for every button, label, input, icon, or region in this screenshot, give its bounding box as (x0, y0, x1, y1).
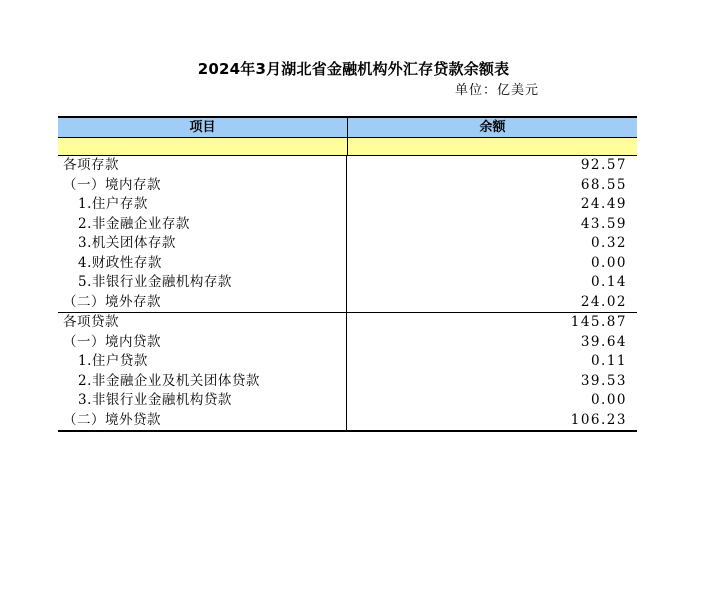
table-row (58, 411, 637, 431)
table-row (58, 234, 637, 254)
row-label: （二）境外存款 (58, 293, 347, 313)
row-label: （一）境内存款 (58, 176, 347, 196)
unit-label: 单位：亿美元 (454, 83, 539, 98)
row-value: 92.57 (580, 157, 627, 173)
row-value: 0.32 (590, 235, 627, 251)
row-label: 3.非银行业金融机构贷款 (58, 391, 347, 411)
table-row (58, 273, 637, 293)
table-subheader (58, 137, 637, 156)
row-label: 2.非金融企业及机关团体贷款 (58, 372, 347, 392)
row-value: 24.02 (580, 293, 627, 310)
row-label: 3.机关团体存款 (58, 234, 347, 254)
row-label: 4.财政性存款 (58, 254, 347, 274)
table-row (58, 313, 637, 333)
balance-table (58, 116, 637, 432)
deposits-section (58, 156, 637, 313)
table-row (58, 391, 637, 411)
row-label: 2.非金融企业存款 (58, 215, 347, 235)
table-header (58, 116, 637, 137)
row-value: 0.14 (590, 274, 627, 290)
row-label: 1.住户贷款 (58, 352, 347, 372)
table-row (58, 372, 637, 392)
row-label: （二）境外贷款 (58, 411, 347, 431)
table-row (58, 176, 637, 196)
row-value: 0.11 (590, 353, 627, 369)
header-item: 项目 (58, 118, 348, 137)
table-row (58, 293, 637, 313)
row-label: 各项贷款 (58, 313, 347, 333)
row-value: 106.23 (570, 411, 627, 428)
table-row (58, 195, 637, 215)
table-row (58, 215, 637, 235)
loans-section (58, 313, 637, 432)
row-value: 0.00 (590, 254, 627, 271)
subheader-item-cell (58, 138, 348, 155)
table-row (58, 352, 637, 372)
row-label: （一）境内贷款 (58, 333, 347, 353)
table-row (58, 254, 637, 274)
row-label: 各项存款 (58, 156, 347, 176)
table-title: 2024年3月湖北省金融机构外汇存贷款余额表 (197, 60, 510, 78)
table-row (58, 333, 637, 353)
row-value: 145.87 (570, 314, 627, 330)
row-value: 24.49 (580, 196, 627, 212)
row-label: 1.住户存款 (58, 195, 347, 215)
row-value: 68.55 (580, 176, 627, 193)
header-balance: 余额 (479, 120, 506, 135)
row-label: 5.非银行业金融机构存款 (58, 273, 347, 293)
row-value: 0.00 (590, 392, 627, 408)
row-value: 39.53 (580, 372, 627, 389)
row-value: 43.59 (580, 215, 627, 232)
table-row (58, 156, 637, 176)
row-value: 39.64 (580, 333, 627, 350)
